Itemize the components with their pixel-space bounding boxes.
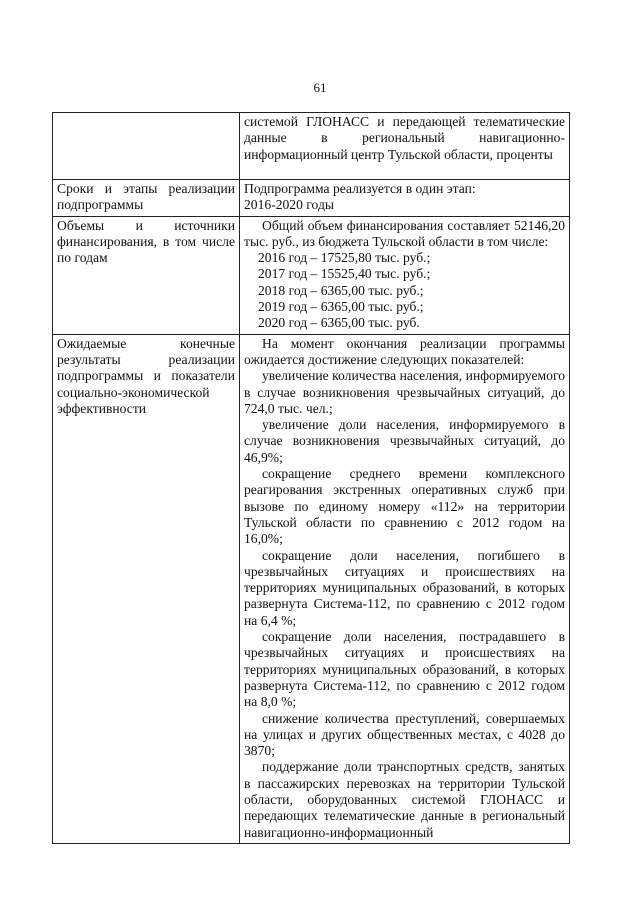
table-row xyxy=(53,334,570,843)
funding-year: 2018 год – 6365,00 тыс. руб.; xyxy=(258,282,424,298)
table-row xyxy=(53,113,570,180)
funding-year: 2017 год – 15525,40 тыс. руб.; xyxy=(258,266,431,282)
continued-text: системой ГЛОНАСС и передающей телематические данные в региональный навигационно-информационный центр Тульской области, проценты xyxy=(244,114,565,162)
result-paragraph: увеличение количества населения, информируемого в случае возникновения чрезвычайных ситуаций, до 724,0 тыс. чел.; xyxy=(244,368,565,416)
table-row xyxy=(53,216,570,334)
table-row xyxy=(53,180,570,217)
row-value xyxy=(240,334,570,843)
result-paragraph: сокращение среднего времени комплексного реагирования экстренных оперативных служб при вызове по единому номеру «112» на территории Тульской области по сравнению с 2012 годом на 16,0%; xyxy=(244,466,565,547)
result-paragraph: увеличение доли населения, информируемого в случае возникновения чрезвычайных ситуаций, до 46,9%; xyxy=(244,417,565,465)
row-value xyxy=(240,180,570,217)
funding-year: 2019 год – 6365,00 тыс. руб.; xyxy=(258,299,424,315)
funding-year: 2020 год – 6365,00 тыс. руб. xyxy=(258,315,420,331)
row-label: Ожидаемые конечные результаты реализации подпрограммы и показатели социально-экономической эффективности xyxy=(53,334,240,843)
row-label: Объемы и источники финансирования, в том числе по годам xyxy=(53,216,240,334)
row-value xyxy=(240,216,570,334)
result-paragraph: сокращение доли населения, пострадавшего в чрезвычайных ситуациях и происшествиях на территориях муниципальных образований, в которых развернута Система-112, по сравнению с 2012 годом на 8,0 %; xyxy=(244,629,565,710)
stages-line: Подпрограмма реализуется в один этап: xyxy=(244,181,476,196)
funding-intro: Общий объем финансирования составляет 52146,20 тыс. руб., из бюджета Тульской области в том числе: xyxy=(244,217,565,249)
funding-year: 2016 год – 17525,80 тыс. руб.; xyxy=(258,250,431,266)
result-paragraph: поддержание доли транспортных средств, занятых в пассажирских перевозках на территории Тульской области, оборудованных системой ГЛОНАСС и передающих телематические данные в региональный навигационно-информационный xyxy=(244,759,565,840)
result-paragraph: На момент окончания реализации программы ожидается достижение следующих показателей: xyxy=(244,335,565,367)
passport-table xyxy=(52,112,570,844)
page-number: 61 xyxy=(313,80,327,95)
result-paragraph: снижение количества преступлений, совершаемых на улицах и других общественных местах, с 4028 до 3870; xyxy=(244,710,565,759)
row-value xyxy=(240,113,570,180)
stages-years: 2016-2020 годы xyxy=(244,197,334,213)
row-label: Сроки и этапы реализации подпрограммы xyxy=(53,180,240,217)
row-label xyxy=(53,113,240,180)
result-paragraph: сокращение доли населения, погибшего в чрезвычайных ситуациях и происшествиях на территориях муниципальных образований, в которых развернута Система-112, по сравнению с 2012 годом на 6,4 %; xyxy=(244,547,565,628)
